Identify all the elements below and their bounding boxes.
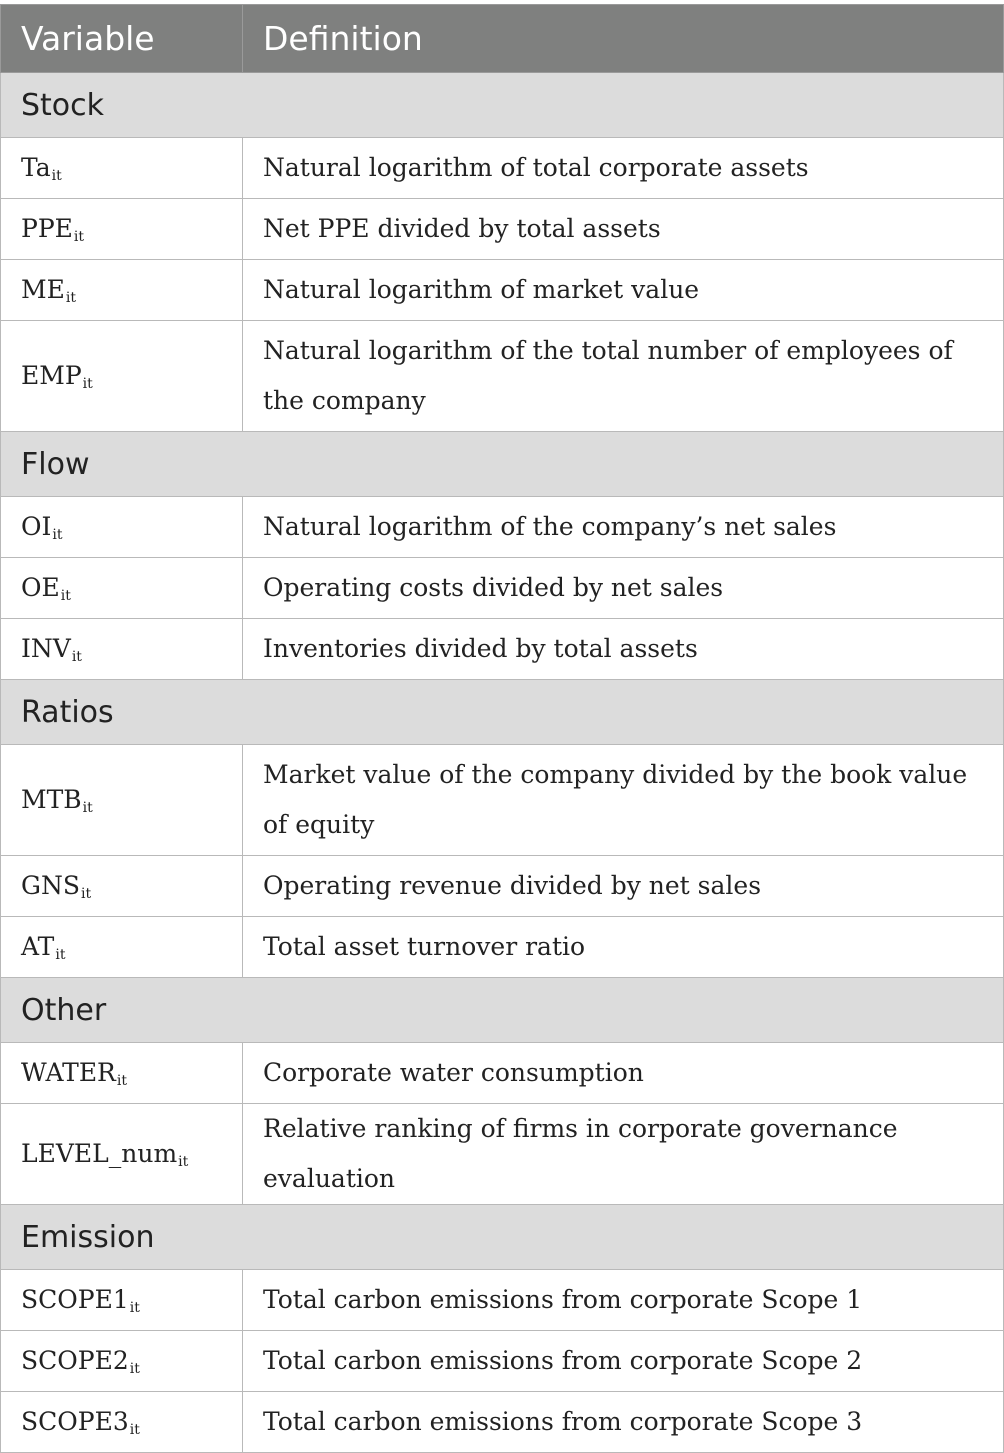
variable-subscript: it: [65, 289, 76, 306]
definition-cell: Inventories divided by total assets: [243, 619, 1004, 680]
table-row: [1, 619, 1004, 680]
variable-subscript: it: [178, 1153, 189, 1170]
definition-cell: Natural logarithm of the company’s net sales: [243, 497, 1004, 558]
table-row: [1, 1104, 1004, 1205]
variable-cell: [1, 321, 243, 432]
table-row: [1, 497, 1004, 558]
variable-cell: [1, 199, 243, 260]
definition-cell: Natural logarithm of market value: [243, 260, 1004, 321]
table-row: [1, 260, 1004, 321]
variable-name: OE: [21, 572, 60, 602]
variable-name: GNS: [21, 870, 80, 900]
variable-cell: [1, 745, 243, 856]
section-header-row: [1, 680, 1004, 745]
variable-name: MTB: [21, 784, 82, 814]
header-definition: Definition: [243, 5, 1004, 73]
variable-name: Ta: [21, 152, 51, 182]
variable-subscript: it: [80, 885, 92, 902]
variable-subscript: it: [116, 1072, 127, 1089]
variable-name: WATER: [21, 1057, 116, 1087]
definition-cell: Natural logarithm of total corporate assets: [243, 138, 1004, 199]
section-title: Stock: [1, 73, 1004, 138]
variable-cell: [1, 917, 243, 978]
variable-subscript: it: [51, 167, 62, 184]
variable-name: ME: [21, 274, 65, 304]
header-variable: Variable: [1, 5, 243, 73]
variable-subscript: it: [82, 375, 93, 392]
variable-cell: [1, 619, 243, 680]
section-title: Flow: [1, 432, 1004, 497]
definition-cell: Total carbon emissions from corporate Scope 2: [243, 1331, 1004, 1392]
table-row: [1, 917, 1004, 978]
table-header-row: [1, 5, 1004, 73]
definition-cell: Corporate water consumption: [243, 1043, 1004, 1104]
table-row: [1, 856, 1004, 917]
table-row: [1, 1331, 1004, 1392]
section-header-row: [1, 432, 1004, 497]
section-title: Other: [1, 978, 1004, 1043]
variable-name: EMP: [21, 360, 82, 390]
variable-name: LEVEL_num: [21, 1138, 178, 1168]
variable-cell: [1, 260, 243, 321]
variable-name: OI: [21, 511, 52, 541]
variable-name: SCOPE3: [21, 1406, 129, 1436]
definition-cell: Market value of the company divided by the book value of equity: [243, 745, 1004, 856]
variable-cell: [1, 138, 243, 199]
variable-cell: [1, 1043, 243, 1104]
variable-name: INV: [21, 633, 71, 663]
variable-subscript: it: [129, 1421, 140, 1438]
table-row: [1, 745, 1004, 856]
definition-cell: Natural logarithm of the total number of employees of the company: [243, 321, 1004, 432]
table-row: [1, 199, 1004, 260]
section-title: Emission: [1, 1205, 1004, 1270]
table-row: [1, 138, 1004, 199]
variable-subscript: it: [82, 799, 93, 816]
definition-cell: Relative ranking of firms in corporate governance evaluation: [243, 1104, 1004, 1205]
variable-name: PPE: [21, 213, 73, 243]
variable-name: SCOPE2: [21, 1345, 129, 1375]
variable-name: SCOPE1: [21, 1284, 129, 1314]
variable-cell: [1, 1270, 243, 1331]
definition-cell: Total carbon emissions from corporate Scope 3: [243, 1392, 1004, 1453]
variable-cell: [1, 856, 243, 917]
section-header-row: [1, 1205, 1004, 1270]
section-header-row: [1, 978, 1004, 1043]
variable-cell: [1, 1331, 243, 1392]
definition-cell: Net PPE divided by total assets: [243, 199, 1004, 260]
variable-name: AT: [21, 931, 55, 961]
variable-cell: [1, 1104, 243, 1205]
section-header-row: [1, 73, 1004, 138]
table-row: [1, 1270, 1004, 1331]
variable-cell: [1, 497, 243, 558]
variable-subscript: it: [73, 228, 85, 245]
variable-subscript: it: [71, 648, 82, 665]
variable-definition-table: [0, 4, 1004, 1453]
definition-cell: Total carbon emissions from corporate Scope 1: [243, 1270, 1004, 1331]
variable-subscript: it: [55, 946, 66, 963]
table-row: [1, 1392, 1004, 1453]
table-row: [1, 321, 1004, 432]
variable-subscript: it: [60, 587, 71, 604]
variable-subscript: it: [129, 1299, 140, 1316]
table-row: [1, 558, 1004, 619]
table-body: [1, 73, 1004, 1453]
definition-cell: Operating revenue divided by net sales: [243, 856, 1004, 917]
section-title: Ratios: [1, 680, 1004, 745]
definition-cell: Total asset turnover ratio: [243, 917, 1004, 978]
variable-subscript: it: [52, 526, 63, 543]
definition-cell: Operating costs divided by net sales: [243, 558, 1004, 619]
variable-subscript: it: [129, 1360, 140, 1377]
variable-cell: [1, 558, 243, 619]
variable-cell: [1, 1392, 243, 1453]
table-row: [1, 1043, 1004, 1104]
